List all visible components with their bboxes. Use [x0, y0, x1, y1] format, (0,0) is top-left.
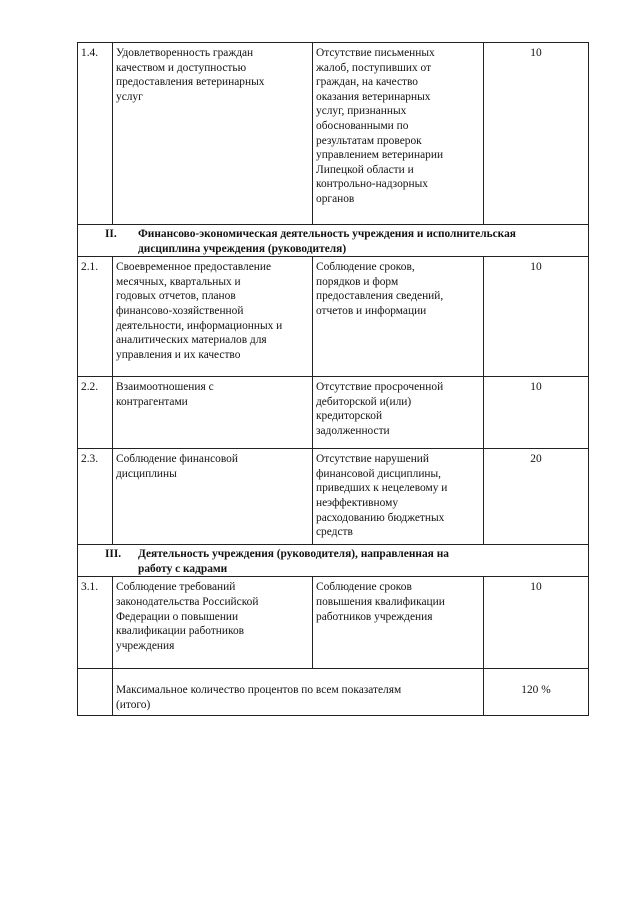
indicator-cell: Своевременное предоставление месячных, квартальных и годовых отчетов, планов финансово-хозяйственной деятельности, информационных и аналитических материалов для управления и их качество: [113, 257, 313, 377]
criterion-line: результатам проверок: [316, 134, 422, 147]
criteria-table: [77, 42, 589, 716]
criterion-cell: Отсутствие нарушений финансовой дисциплины, приведших к нецелевому и неэффективному расходованию бюджетных средств: [313, 449, 484, 545]
criterion-cell: Соблюдение сроков повышения квалификации работников учреждения: [313, 577, 484, 669]
table-row: [78, 577, 589, 669]
criterion-line: Отсутствие письменных: [316, 47, 435, 59]
criterion-line: оказания ветеринарных: [316, 90, 431, 103]
section-number: III.: [105, 548, 122, 561]
criterion-cell: Отсутствие просроченной дебиторской и(или) кредиторской задолженности: [313, 377, 484, 449]
section-header: [78, 545, 589, 577]
indicator-line: предоставления ветеринарных: [116, 76, 265, 89]
criterion-line: граждан, на качество: [316, 76, 418, 89]
criterion-cell: Соблюдение сроков, порядков и форм предоставления сведений, отчетов и информации: [313, 257, 484, 377]
criterion-line: услуг, признанных: [316, 105, 407, 118]
indicator-cell: Соблюдение требований законодательства Российской Федерации о повышении квалификации работников учреждения: [113, 577, 313, 669]
criterion-line: жалоб, поступивших от: [316, 61, 432, 74]
score-cell: 10: [484, 377, 589, 449]
indicator-cell: Соблюдение финансовой дисциплины: [113, 449, 313, 545]
indicator-line: Удовлетворенность граждан: [116, 47, 254, 59]
table-row: [78, 377, 589, 449]
section-header: [78, 225, 589, 257]
table-row: [78, 449, 589, 545]
row-number: 1.4.: [78, 43, 113, 225]
row-number: 3.1.: [78, 577, 113, 669]
section-title: Деятельность учреждения (руководителя), направленная на работу с кадрами: [138, 548, 449, 575]
criterion-cell: [313, 43, 484, 225]
section-title: Финансово-экономическая деятельность учреждения и исполнительская дисциплина учреждения (руководителя): [138, 228, 516, 255]
row-number: 2.2.: [78, 377, 113, 449]
empty-cell: [78, 669, 113, 715]
row-number: 2.1.: [78, 257, 113, 377]
indicator-cell: Взаимоотношения с контрагентами: [113, 377, 313, 449]
score-cell: 20: [484, 449, 589, 545]
table-row: [78, 257, 589, 377]
row-number: 2.3.: [78, 449, 113, 545]
score-cell: 10: [484, 577, 589, 669]
criterion-line: контрольно-надзорных: [316, 178, 428, 191]
criterion-line: Липецкой области и: [316, 163, 414, 176]
indicator-cell: [113, 43, 313, 225]
section-number: II.: [105, 228, 117, 240]
total-label: Максимальное количество процентов по всем показателям (итого): [113, 669, 484, 715]
score-cell: 10: [484, 257, 589, 377]
criterion-line: управлением ветеринарии: [316, 149, 444, 162]
score-cell: 10: [484, 43, 589, 225]
criterion-line: органов: [316, 192, 355, 205]
criterion-line: обоснованными по: [316, 119, 409, 132]
indicator-line: услуг: [116, 90, 143, 103]
total-score: 120 %: [484, 669, 589, 715]
indicator-line: качеством и доступностью: [116, 61, 247, 74]
table-row: [78, 43, 589, 225]
total-row: [78, 669, 589, 715]
